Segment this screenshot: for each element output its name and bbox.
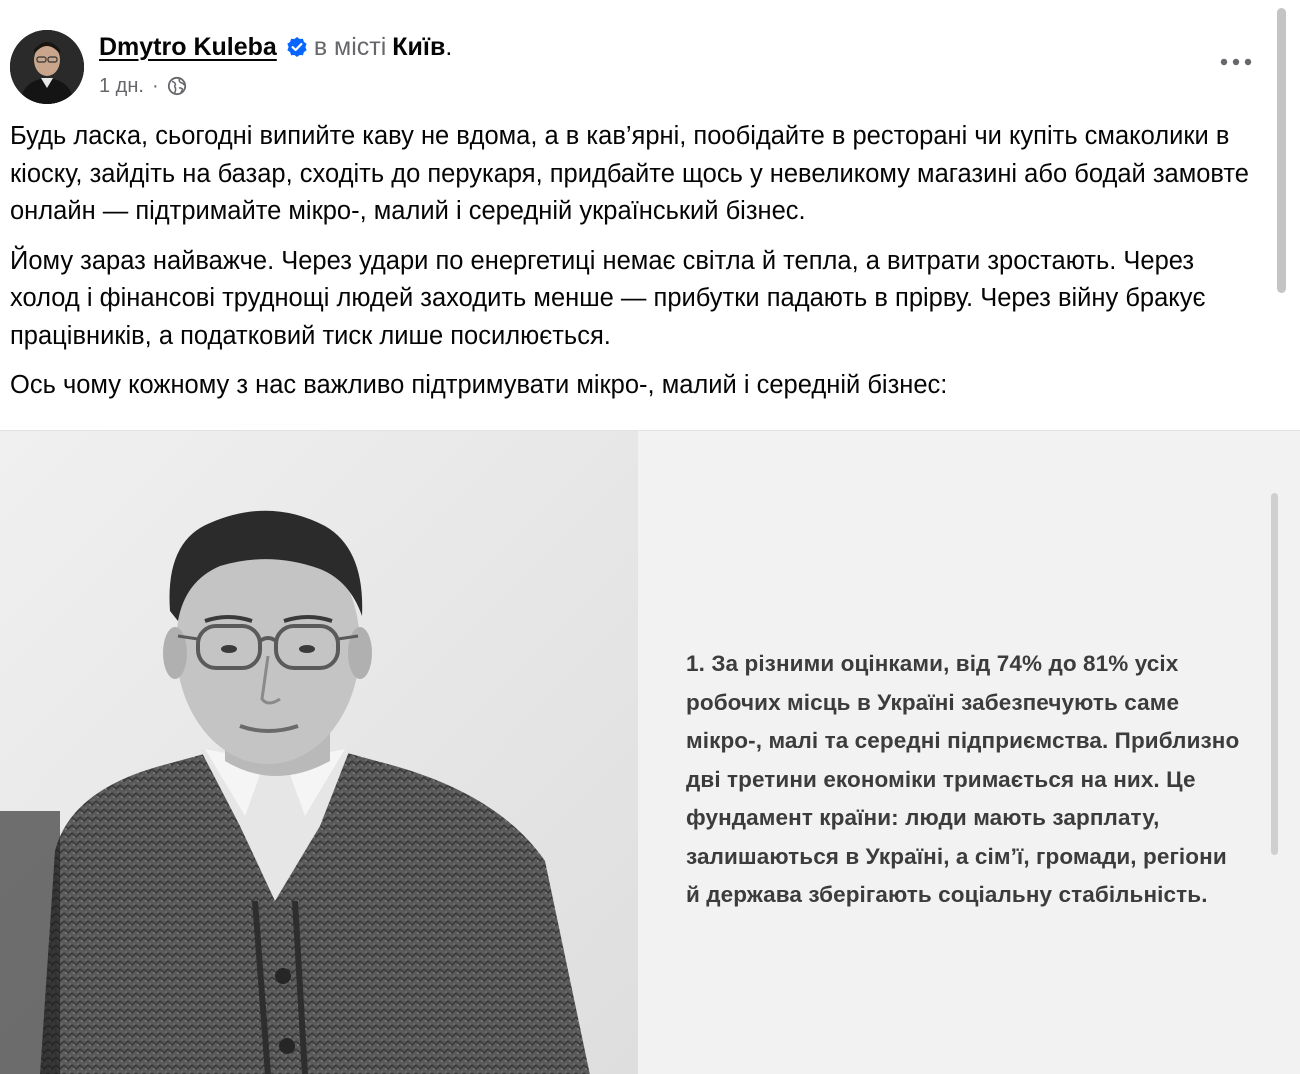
post-meta [99,72,187,100]
author-name-link[interactable]: Dmytro Kuleba [99,32,277,61]
more-options-icon [1220,58,1252,66]
post-paragraph-1: Будь ласка, сьогодні випийте каву не вдома, а в кав’ярні, пообідайте в ресторані чи купіть смаколики в кіоску, зайдіть на базар, сходіть до перукаря, придбайте щось у невеликому магазині або бодай замовте онлайн — підтримайте мікро-, малий і середній український бізнес. [10,122,1249,225]
location-suffix: . [445,32,453,61]
verified-badge-icon [286,36,308,58]
post-text [10,118,1265,417]
page-scrollbar[interactable] [1277,8,1286,293]
portrait-image [0,431,638,1074]
globe-icon[interactable] [167,76,187,96]
post-header [0,0,1300,110]
post-media[interactable] [0,430,1300,1074]
card-text: 1. За різними оцінками, від 74% до 81% усіх робочих місць в Україні забезпечують саме мікро-, малі та середні підприємства. Приблизно дві третини економіки тримається на них. Це фундамент країни: люди мають зарплату, залишаються в Україні, а сім’ї, громади, регіони й держава зберігають соціальну стабільність. [686,651,1240,907]
location-link[interactable]: Київ [392,32,446,61]
post-timestamp[interactable]: 1 дн. [99,74,144,97]
post-paragraph-2: Йому зараз найважче. Через удари по енергетиці немає світла й тепла, а витрати зростають. Через холод і фінансові труднощі людей заходить менше — прибутки падають в прірву. Через війну бракує працівників, а податковий тиск лише посилюється. [10,246,1206,350]
avatar-portrait [10,30,84,104]
portrait-photo[interactable] [0,431,638,1074]
media-scrollbar[interactable] [1271,493,1278,855]
author-avatar[interactable] [10,30,84,104]
meta-separator: · [151,74,159,97]
post-paragraph-3: Ось чому кожному з нас важливо підтримувати мікро-, малий і середній бізнес: [10,371,948,399]
location-prefix: в місті [313,32,387,61]
more-options-button[interactable] [1216,48,1256,76]
author-line [99,30,452,64]
